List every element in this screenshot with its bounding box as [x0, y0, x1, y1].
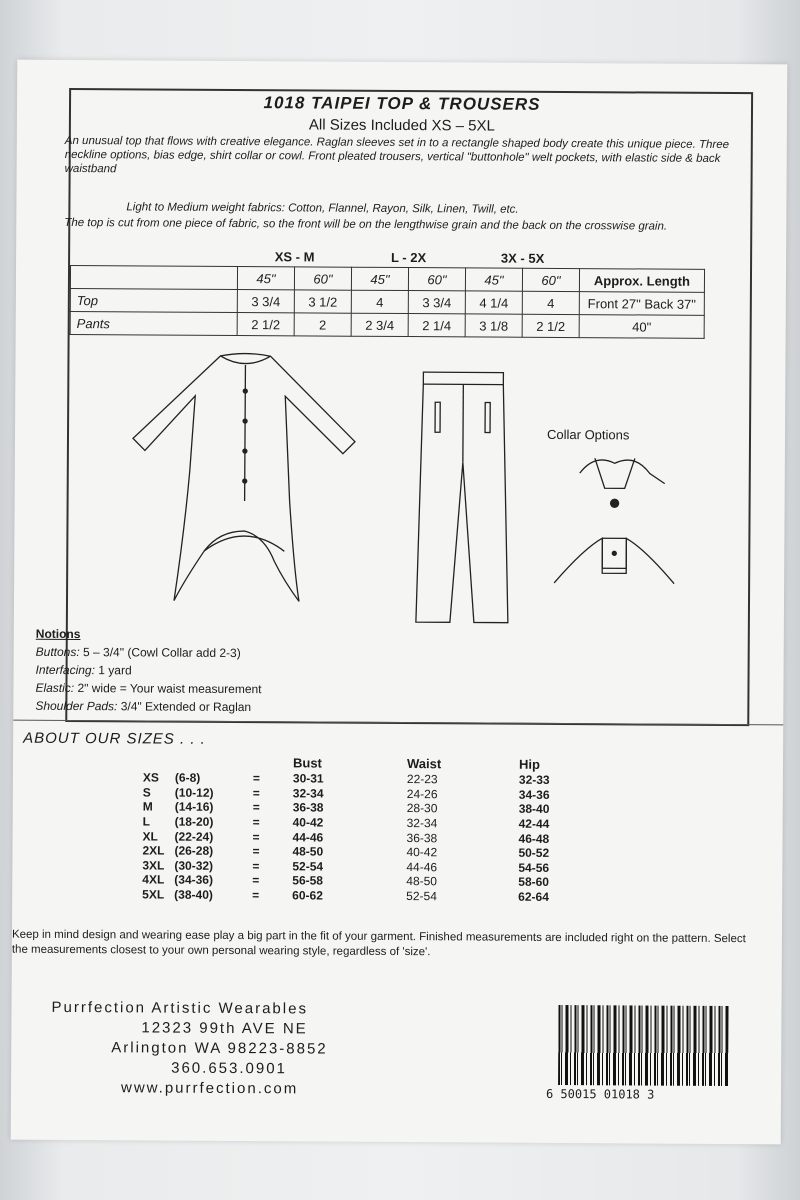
trousers-drawing — [416, 372, 510, 623]
size-group-header: L - 2X — [390, 249, 427, 265]
notions-heading: Notions — [35, 626, 81, 642]
top-drawing — [132, 353, 356, 602]
list-item: Elastic: 2" wide = Your waist measurement — [35, 680, 262, 697]
barcode-bars — [558, 1005, 728, 1086]
table-row: 3XL (30-32) = 52-54 44-46 54-56 — [142, 858, 550, 875]
yardage-cell: 4 — [351, 290, 408, 313]
grain-note: The top is cut from one piece of fabric, so the front will be on the lengthwise grain and the back on the crosswise grain. — [64, 216, 668, 233]
length-cell: Front 27" Back 37" — [579, 292, 704, 316]
collar-options-label: Collar Options — [546, 426, 630, 443]
table-row: M (14-16) = 36-38 28-30 38-40 — [142, 799, 550, 817]
company-address-line: 12323 99th AVE NE — [141, 1019, 308, 1038]
yardage-table — [70, 245, 706, 339]
pattern-back-sheet — [11, 60, 788, 1145]
yardage-cell: 3 1/8 — [465, 314, 522, 337]
yardage-cell: 2 1/2 — [237, 313, 294, 336]
table-row: 2XL (26-28) = 48-50 40-42 50-52 — [142, 843, 550, 861]
about-sizes-heading: ABOUT OUR SIZES . . . — [23, 729, 206, 748]
table-row — [70, 311, 704, 338]
fabric-width: 60" — [522, 268, 579, 291]
garment-illustrations — [124, 350, 726, 634]
notions-section — [35, 625, 262, 716]
yardage-cell: 3 1/2 — [294, 290, 351, 313]
barcode-number: 6 50015 01018 3 — [545, 1086, 655, 1102]
row-label: Pants — [70, 311, 237, 335]
fabric-width: 60" — [294, 267, 351, 290]
table-row: 5XL (38-40) = 60-62 52-54 62-64 — [142, 887, 549, 904]
pattern-subtitle: All Sizes Included XS – 5XL — [308, 116, 495, 135]
yardage-cell: 3 3/4 — [237, 290, 294, 313]
fabric-suggestions: Light to Medium weight fabrics: Cotton, Flannel, Rayon, Silk, Linen, Twill, etc. — [126, 201, 519, 216]
yardage-cell: 2 1/4 — [408, 314, 465, 337]
table-row: XL (22-24) = 44-46 36-38 46-48 — [142, 829, 550, 846]
fabric-width: 45" — [351, 267, 408, 290]
pattern-description: An unusual top that flows with creative elegance. Raglan sleeves set in to a rectangle shaped body create this unique piece. Three neckline options, bias edge, shirt collar or cowl. Front pleated trousers, vertical "buttonhole" welt pockets, with elastic side & back waistband — [64, 134, 730, 176]
yardage-cell: 2 1/2 — [522, 314, 579, 337]
yardage-cell: 4 — [522, 291, 579, 314]
table-row: 4XL (34-36) = 56-58 48-50 58-60 — [142, 872, 550, 890]
table-row: S (10-12) = 32-34 24-26 34-36 — [142, 785, 550, 802]
yardage-cell: 2 3/4 — [351, 313, 408, 336]
fabric-width: 60" — [408, 268, 465, 291]
list-item: Interfacing: 1 yard — [35, 662, 132, 678]
company-address-line: Arlington WA 98223-8852 — [111, 1039, 328, 1058]
length-cell: 40" — [579, 315, 704, 339]
pattern-title: 1018 TAIPEI TOP & TROUSERS — [263, 93, 541, 114]
barcode — [546, 1005, 737, 1106]
row-label: Top — [70, 288, 237, 312]
yardage-cell: 4 1/4 — [465, 291, 522, 314]
bust-header: Bust — [292, 754, 322, 771]
collar-drawings — [554, 458, 675, 584]
yardage-cell: 2 — [294, 313, 351, 336]
table-row: L (18-20) = 40-42 32-34 42-44 — [142, 814, 550, 832]
company-block — [51, 998, 328, 1100]
fabric-width: 45" — [237, 267, 294, 290]
size-chart — [142, 752, 599, 904]
company-name: Purrfection Artistic Wearables — [51, 998, 309, 1018]
waist-header: Waist — [406, 755, 442, 771]
size-group-header: 3X - 5X — [500, 250, 545, 266]
fit-note: Keep in mind design and wearing ease play a big part in the fit of your garment. Finished measurements are included right on the pattern. Select the measurements closest to your own personal wearing style, regardless of 'size'. — [11, 928, 746, 959]
list-item: Shoulder Pads: 3/4" Extended or Raglan — [35, 698, 252, 715]
size-group-header: XS - M — [274, 248, 315, 264]
company-website: www.purrfection.com — [120, 1079, 299, 1098]
yardage-cell: 3 3/4 — [408, 291, 465, 314]
table-row: XS (6-8) = 30-31 22-23 32-33 — [142, 770, 550, 788]
list-item: Buttons: 5 – 3/4" (Cowl Collar add 2-3) — [35, 644, 241, 661]
fabric-width: 45" — [465, 268, 522, 291]
company-phone: 360.653.0901 — [171, 1059, 287, 1078]
hip-header: Hip — [518, 756, 541, 772]
length-header: Approx. Length — [579, 269, 704, 293]
